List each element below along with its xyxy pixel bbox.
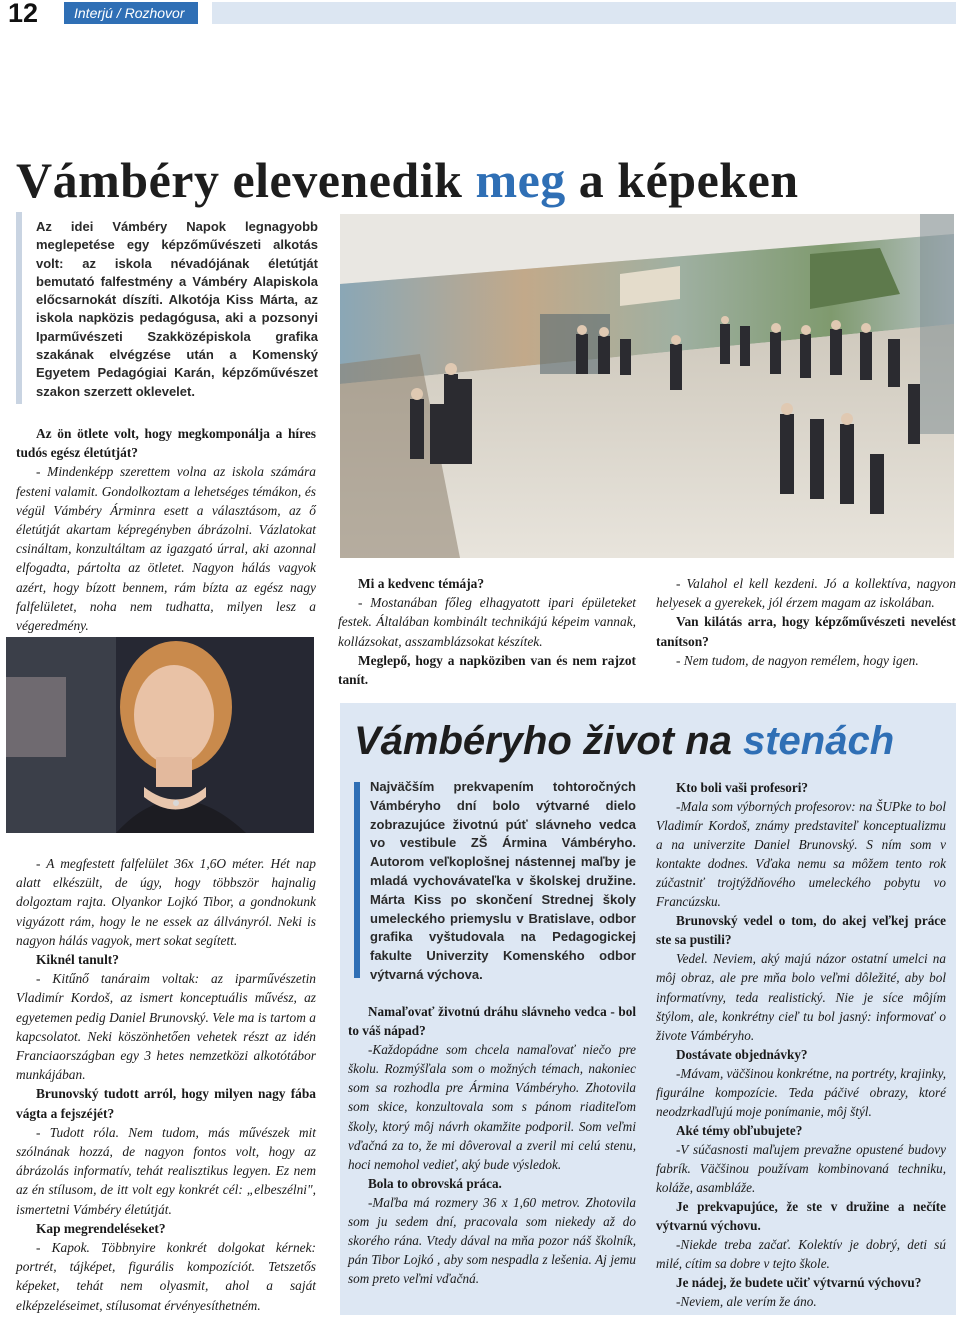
question: Aké témy obľubujete? [676,1122,803,1138]
answer: - Tudott róla. Nem tudom, más művészek mit szólnának hozzá, de nagyon fontos volt, hogy az ábrázolás informatív, tehát realisztikus legyen. Ez nem az én stílusom, de itt volt egy konkrét cél: „elbeszélni", ismertetni Vámbéry életútját. [16,1124,316,1217]
answer: -Maľba má rozmery 36 x 1,60 metrov. Zhotovila som ju sedem dní, pracovala som niekedy až do skorého rána. Vtedy dával na mňa pozor náš školník, pán Tibor Lojkó , aby som nespadla z lešenia. Aj jemu som preto veľmi vďačná. [348,1194,636,1287]
title-part1: Vámbéry elevenedik [16,152,476,208]
answer: -Mala som výborných profesorov: na ŠUPke to bol Vladimír Kordoš, známy predstaviteľ konceptualizmu a na univerzite Daniel Brunovský. S ním som v kontakte dodnes. Vďaka nemu sa môžem tento rok zúčastniť trojtýždňového umeleckého pobytu vo Francúzsku. [656,799,946,910]
question: Brunovský tudott arról, hogy milyen nagy fába vágta a fejszéjét? [16,1086,316,1121]
question: Brunovský vedel o tom, do akej veľkej práce ste sa pustili? [656,913,946,948]
vestibule-mural-photo [340,214,954,558]
answer: - Nem tudom, de nagyon remélem, hogy igen. [676,652,919,668]
question: Namaľovať životnú dráhu slávneho vedca - bol to váš nápad? [348,1004,636,1039]
header-bar [212,2,956,24]
answer: -V súčasnosti maľujem prevažne opustené budovy fabrík. Väčšinou používam kombinovaná techniku, koláže, asambláže. [656,1141,946,1195]
lead-paragraph-hu: Az idei Vámbéry Napok legnagyobb meglepetése egy képzőművészeti alkotás volt: az iskola névadójának életútját bemutató falfestmény a Vámbéry Alapiskola előcsarnokát díszíti. Alkotója Kiss Márta, az iskola napközis pedagógusa, aki a pozsonyi Iparművészeti Szakközépiskola grafika szakának elvégzése után a Komenský Egyetem Pedagógiai Karán, képzőművészet szakon szerzett oklevelet. [36,219,318,399]
question: Kiknél tanult? [36,952,119,968]
answer: - A megfestett falfelület 36x 1,6O méter. Hét nap alatt elkészült, de úgy, hogy többször hajnalig dolgoztam rajta. Olyankor Lojkó Tibor, a gondnokunk vigyázott rám, hogy le ne essek az állványról. Neki is nagyon hálás vagyok, mert sokat segített. [16,856,316,948]
sk-column-1 [348,1002,636,1288]
answer: - Kitűnő tanáraim voltak: az iparművészetin Vladimír Kordoš, az ismert konceptuális művész, az egyetemen pedig Daniel Brunovský. Vele ma is tartom a kapcsolatot. Neki köszönhetően vehetek részt az idén Franciaországban egy 3 hetes nemzetközi alkotótábor munkájában. [16,971,316,1083]
answer: - Mostanában főleg elhagyatott ipari épületeket festek. Általában kombinált technikájú képeim vannak, kollázsokat, asszamblázsokat készítek. [338,595,636,649]
answer: -Mávam, väčšinou konkrétne, na portréty, krajinky, figurálne kompozície. Teda páčivé obrazy, ktoré neodzrkadľujú moje ponímanie, môj štýl. [656,1065,946,1119]
title-highlight: meg [475,152,566,208]
section-label: Interjú / Rozhovor [64,2,198,24]
question: Kap megrendeléseket? [36,1220,166,1236]
question: Dostávate objednávky? [676,1046,808,1062]
answer: Vedel. Neviem, aký majú názor ostatní umelci na môj obraz, ale pre mňa bolo veľmi dôležité, aby bol informatívny, teda realistický. Nie je síce môjím štýlom, ale, konkrétny cieľ tu bol jasný: informovať o živote Vámbéryho. [656,951,946,1043]
sk-lead-accent-bar [354,782,360,978]
portrait-photo [6,637,314,833]
answer: -Každopádne som chcela namaľovať niečo pre školu. Rozmýšľala som o možných témach, nakoniec som sa rozhodla pre Ármina Vámbéryho. Zhotovila som skice, konzultovala som s pánom riaditeľom školy, ktorý môj návrh okamžite podporil. Som veľmi vďačná za to, že mi dôveroval a zveril mi celú stenu, hoci nemohol vedieť, aký bude výsledok. [348,1042,636,1172]
sk-title-part1: Vámbéryho život na [354,719,743,763]
answer: - Valahol el kell kezdeni. Jó a kollektíva, nagyon helyesek a gyerekek, jól érzem magam az iskolában. [656,576,956,611]
hu-column-1b [16,854,316,1315]
article-title [16,150,951,210]
question: Je prekvapujúce, že ste v družine a nečíte výtvarnú výchovu. [656,1199,946,1234]
answer: -Neviem, ale verím že áno. [676,1294,817,1310]
page-number: 12 [8,0,39,28]
lead-paragraph-sk: Najväčším prekvapením tohtoročných Vámbéryho dní bolo výtvarné dielo zobrazujúce životnú púť slávneho vedca vo vestibule ZŠ Ármina Vámbéryho. Autorom veľkoplošnej nástennej maľby je mladá vychovávateľka v školskej družine. Márta Kiss po skončení Strednej školy umeleckého priemyslu v Bratislave, odbor grafika vyštudovala na Pedagogickej fakulte Univerzity Komenského odbor výtvarná výchova. [370,779,636,982]
question: Az ön ötlete volt, hogy megkomponálja a híres tudós egész életútját? [16,426,316,461]
answer: - Kapok. Többnyire konkrét dolgokat kérnek: portrét, tájképet, figurális kompozíciót. Tetszetős képeket, tehát nem olyasmit, ahol a saját elképzeléseimet, stílusomat érvényesíthetném. [16,1240,316,1313]
question: Meglepő, hogy a napköziben van és nem rajzot tanít. [338,652,636,688]
answer: -Niekde treba začať. Kolektív je dobrý, deti sú milé, cítim sa dobre v tejto škole. [656,1237,946,1272]
question: Je nádej, že budete učiť výtvarnú výchovu? [676,1275,922,1291]
question: Bola to obrovská práca. [368,1175,502,1191]
hu-column-1 [16,424,316,635]
answer: - Mindenképp szerettem volna az iskola számára festeni valamit. Gondolkoztam a lehetséges témákon, és végül Vámbéry Árminra esett a választásom, az ő életútját akartam képregényben ábrázolni. Vázlatokat csináltam, konzultáltam az igazgató úrral, aki azonnal elfogadta, pártolta az ötletet. Nagyon hálás vagyok azért, hogy bízott bennem, rám bízta az egész nagy falfelületet, noha nem tudhatta, milyen lesz a végeredmény. [16,464,316,634]
title-part2: a képeken [565,152,799,208]
question: Van kilátás arra, hogy képzőművészeti nevelést tanítson? [656,614,956,649]
hu-column-2 [338,574,636,689]
slovak-title [354,716,954,766]
question: Mi a kedvenc témája? [358,576,485,591]
sk-title-highlight: stenách [742,719,895,763]
question: Kto boli vaši profesori? [676,780,808,795]
hu-column-3 [656,574,956,670]
lead-accent-bar [16,212,22,404]
sk-column-2 [656,778,946,1311]
